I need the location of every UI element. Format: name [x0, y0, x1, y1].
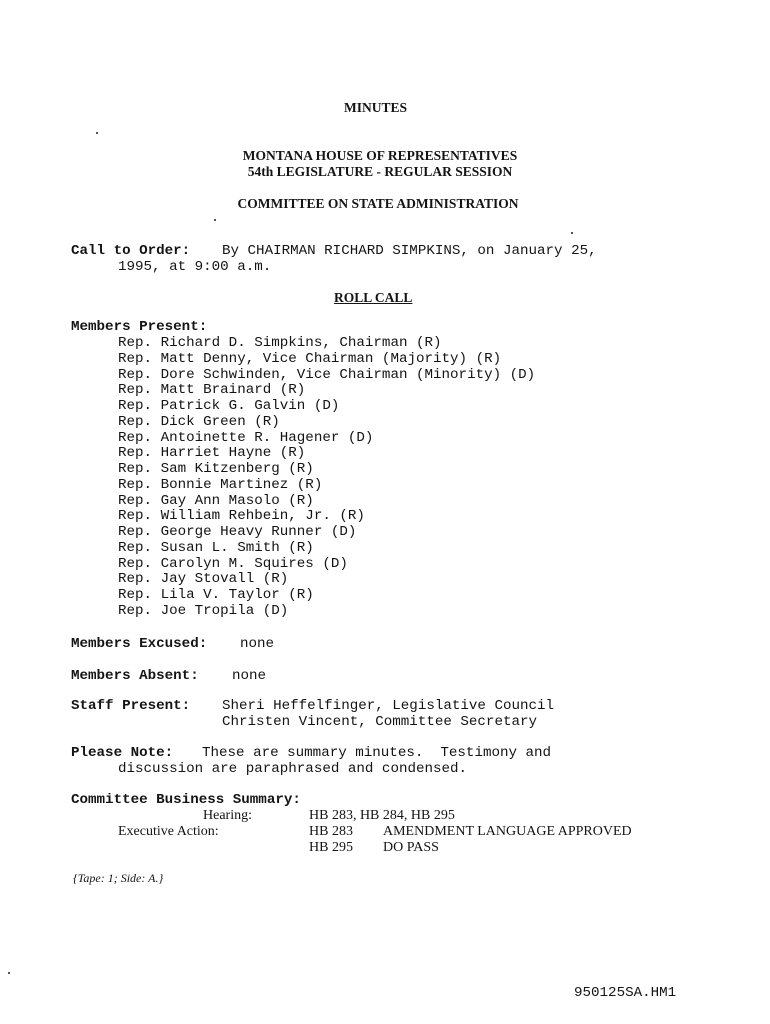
list-item: Rep. Carolyn M. Squires (D): [118, 555, 348, 572]
scan-speck: [571, 232, 573, 234]
list-item: Rep. Dick Green (R): [118, 413, 280, 430]
list-item: Rep. Matt Brainard (R): [118, 382, 306, 399]
scan-speck: [96, 132, 98, 134]
staff-member: Christen Vincent, Committee Secretary: [222, 714, 538, 730]
list-item: Rep. Sam Kitzenberg (R): [118, 461, 314, 477]
session-name: 54th LEGISLATURE - REGULAR SESSION: [247, 164, 513, 179]
page-title: MINUTES: [344, 100, 408, 115]
executive-action-result: DO PASS: [383, 840, 439, 855]
list-item: Rep. Antoinette R. Hagener (D): [118, 429, 374, 446]
scan-speck: [8, 972, 10, 974]
committee-name: COMMITTEE ON STATE ADMINISTRATION: [237, 196, 519, 211]
call-to-order-label: Call to Order:: [71, 243, 191, 259]
list-item: Rep. Jay Stovall (R): [118, 571, 289, 588]
please-note-text: These are summary minutes. Testimony and: [202, 745, 552, 761]
executive-action-bill: HB 283: [309, 824, 353, 839]
hearing-label: Hearing:: [203, 808, 252, 823]
list-item: Rep. Dore Schwinden, Vice Chairman (Minority) (D): [118, 366, 536, 383]
scan-speck: [214, 219, 216, 221]
document-code: 950125SA.HM1: [574, 985, 677, 1001]
staff-present-label: Staff Present:: [71, 698, 191, 714]
org-name: MONTANA HOUSE OF REPRESENTATIVES: [242, 148, 518, 163]
list-item: Rep. William Rehbein, Jr. (R): [118, 508, 365, 525]
please-note-label: Please Note:: [71, 745, 174, 761]
please-note-text-cont: discussion are paraphrased and condensed.: [118, 761, 468, 777]
call-to-order-text: By CHAIRMAN RICHARD SIMPKINS, on January 25,: [222, 243, 597, 259]
list-item: Rep. George Heavy Runner (D): [118, 524, 357, 540]
executive-action-bill: HB 295: [309, 840, 353, 855]
list-item: Rep. Richard D. Simpkins, Chairman (R): [118, 335, 442, 351]
roll-call-heading: ROLL CALL: [334, 290, 413, 305]
list-item: Rep. Susan L. Smith (R): [118, 539, 314, 556]
members-present-label: Members Present:: [71, 319, 208, 335]
executive-action-label: Executive Action:: [118, 824, 219, 839]
hearing-bills: HB 283, HB 284, HB 295: [309, 808, 455, 823]
list-item: Rep. Joe Tropila (D): [118, 602, 289, 619]
list-item: Rep. Patrick G. Galvin (D): [118, 398, 340, 414]
tape-reference: {Tape: 1; Side: A.}: [73, 871, 164, 885]
members-present-list: [118, 336, 535, 620]
list-item: Rep. Harriet Hayne (R): [118, 445, 306, 462]
members-absent-value: none: [232, 668, 267, 684]
business-summary-label: Committee Business Summary:: [71, 792, 301, 808]
staff-member: Sheri Heffelfinger, Legislative Council: [222, 698, 555, 714]
list-item: Rep. Bonnie Martinez (R): [118, 476, 323, 493]
list-item: Rep. Lila V. Taylor (R): [118, 587, 314, 603]
members-absent-label: Members Absent:: [71, 668, 199, 684]
executive-action-result: AMENDMENT LANGUAGE APPROVED: [383, 824, 632, 839]
members-excused-label: Members Excused:: [71, 636, 208, 652]
members-excused-value: none: [240, 636, 275, 652]
call-to-order-text-cont: 1995, at 9:00 a.m.: [118, 259, 272, 275]
list-item: Rep. Matt Denny, Vice Chairman (Majority) (R): [118, 350, 502, 367]
list-item: Rep. Gay Ann Masolo (R): [118, 492, 314, 509]
